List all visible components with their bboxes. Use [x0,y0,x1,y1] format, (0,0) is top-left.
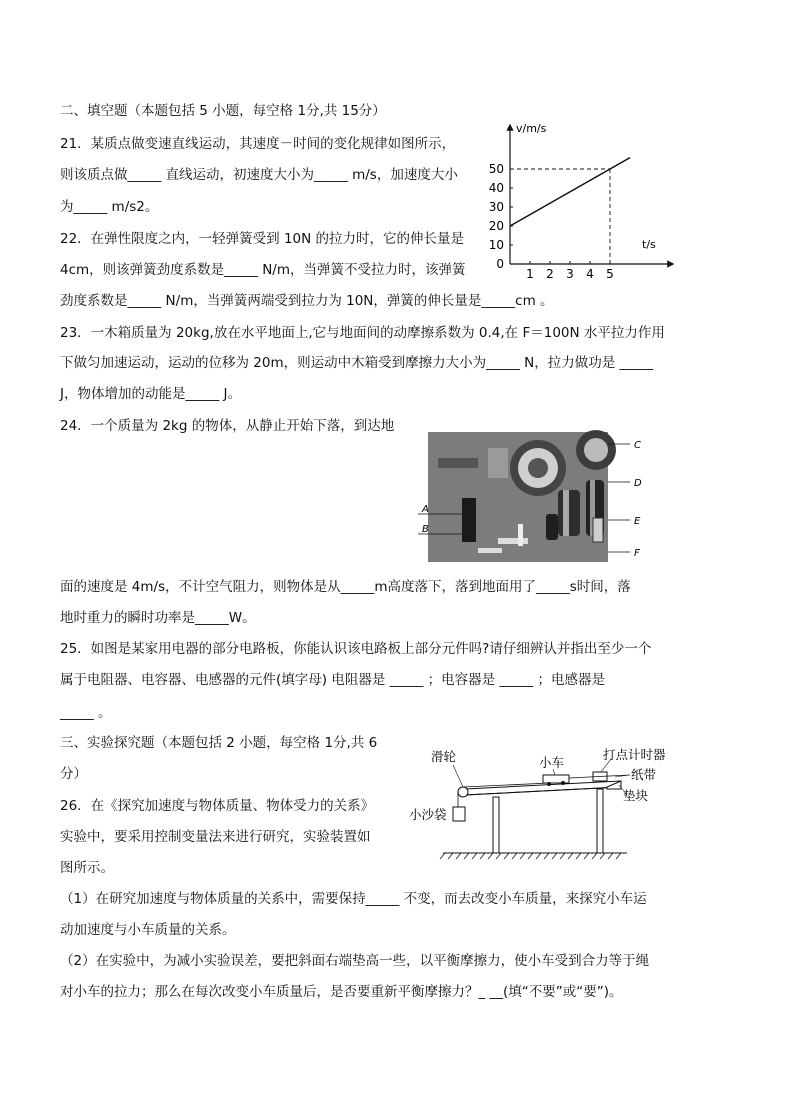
ground-hatch [528,853,533,859]
ground-hatch [568,853,573,859]
ground-hatch [520,853,525,859]
q26-sub2-line2: 对小车的拉力；那么在每次改变小车质量后，是否要重新平衡摩擦力？_ __(填“不要”或“要”)。 [60,984,623,1000]
ground-hatch [592,853,597,859]
q23-line2: 下做匀加速运动，运动的位移为 20m，则运动中木箱受到摩擦力大小为_____ N，拉力做功是 _____ [60,355,654,371]
velocity-time-graph [470,118,680,278]
board-label-a: A [422,504,429,515]
velocity-line [510,158,630,226]
x-tick-label: 2 [546,267,554,278]
y-tick-label: 50 [488,162,504,176]
q24-line2: 面的速度是 4m/s，不计空气阻力，则物体是从_____m高度落下，落到地面用了_____s时间，落 [60,579,631,595]
board-label-c: C [634,440,641,451]
ground-hatch [440,853,445,859]
x-tick-label: 5 [606,267,614,278]
y-tick-label: 30 [488,200,504,214]
ground-hatch [496,853,501,859]
circuit-board-figure [418,428,650,568]
board-label-d: D [634,478,642,489]
board-label-f: F [634,548,640,559]
q23-line1: 23．一木箱质量为 20kg,放在水平地面上,它与地面间的动摩擦系数为 0.4,在 F＝100N 水平拉力作用 [60,325,665,341]
section-heading-fill-in: 二、填空题（本题包括 5 小题，每空格 1分,共 15分） [60,103,386,119]
ground-hatch [472,853,477,859]
ground-hatch [536,853,541,859]
label-sandbag: 小沙袋 [409,807,447,822]
ground-hatch [504,853,509,859]
label-cart: 小车 [539,755,565,770]
x-tick-label: 3 [566,267,574,278]
q26-sub1-line1: （1）在研究加速度与物体质量的关系中，需要保持_____ 不变，而去改变小车质量，来探究小车运 [60,891,647,907]
q25-line1: 25．如图是某家用电器的部分电路板，你能认识该电路板上部分元件吗?请仔细辨认并指出至少一个 [60,641,652,657]
label-pulley: 滑轮 [431,749,457,764]
ground-hatch [456,853,461,859]
q26-line2: 实验中，要采用控制变量法来进行研究，实验装置如 [60,829,371,845]
q26-sub2-line1: （2）在实验中，为减小实验误差，要把斜面右端垫高一些，以平衡摩擦力，使小车受到合力等于绳 [60,953,650,969]
ground-hatch [600,853,605,859]
q23-line3: J，物体增加的动能是_____ J。 [60,386,242,402]
label-tape: 纸带 [631,767,657,782]
ground-hatch [608,853,613,859]
ground-hatch [512,853,517,859]
ground-hatch [584,853,589,859]
y-tick-label: 10 [488,238,504,252]
ground-hatch [488,853,493,859]
q22-line2: 4cm，则该弹簧劲度系数是_____ N/m，当弹簧不受拉力时，该弹簧 [60,262,466,278]
ground-hatch [480,853,485,859]
q21-line3: 为_____ m/s2。 [60,199,159,215]
ground-hatch [576,853,581,859]
q21-line2: 则该质点做_____ 直线运动，初速度大小为_____ m/s，加速度大小 [60,167,458,183]
q24-line1: 24．一个质量为 2kg 的物体，从静止开始下落，到达地 [60,418,395,434]
label-timer: 打点计时器 [603,747,666,762]
label-block: 垫块 [623,788,649,803]
q26-line3: 图所示。 [60,860,114,876]
y-tick-label: 40 [488,181,504,195]
y-tick-label: 0 [496,257,504,271]
q22-line3: 劲度系数是_____ N/m，当弹簧两端受到拉力为 10N，弹簧的伸长量是_____cm 。 [60,293,554,309]
ground-hatch [552,853,557,859]
board-label-e: E [634,516,641,527]
experiment-apparatus-figure [405,745,675,867]
board-label-b: B [422,524,429,535]
x-axis-label: t/s [642,238,656,251]
q25-line2: 属于电阻器、电容器、电感器的元件(填字母) 电阻器是 _____ ；电容器是 _____ ；电感器是 [60,672,605,688]
ground-hatch [544,853,549,859]
y-axis-label: v/m/s [516,122,547,135]
section-heading-experiment: 三、实验探究题（本题包括 2 小题，每空格 1分,共 6 [60,735,378,751]
ground-hatch [464,853,469,859]
x-tick-label: 1 [526,267,534,278]
ground-hatch [448,853,453,859]
q26-sub1-line2: 动加速度与小车质量的关系。 [60,922,236,938]
q25-line3: _____ 。 [60,705,112,721]
section-heading-experiment-cont: 分） [60,766,87,782]
ground-hatch [560,853,565,859]
y-tick-label: 20 [488,219,504,233]
q24-line3: 地时重力的瞬时功率是_____W。 [60,610,256,626]
q21-line1: 21．某质点做变速直线运动，其速度－时间的变化规律如图所示， [60,136,456,152]
x-tick-label: 4 [586,267,594,278]
ground-hatch [616,853,621,859]
q26-line1: 26．在《探究加速度与物体质量、物体受力的关系》 [60,798,375,814]
q22-line1: 22．在弹性限度之内，一轻弹簧受到 10N 的拉力时，它的伸长量是 [60,231,465,247]
